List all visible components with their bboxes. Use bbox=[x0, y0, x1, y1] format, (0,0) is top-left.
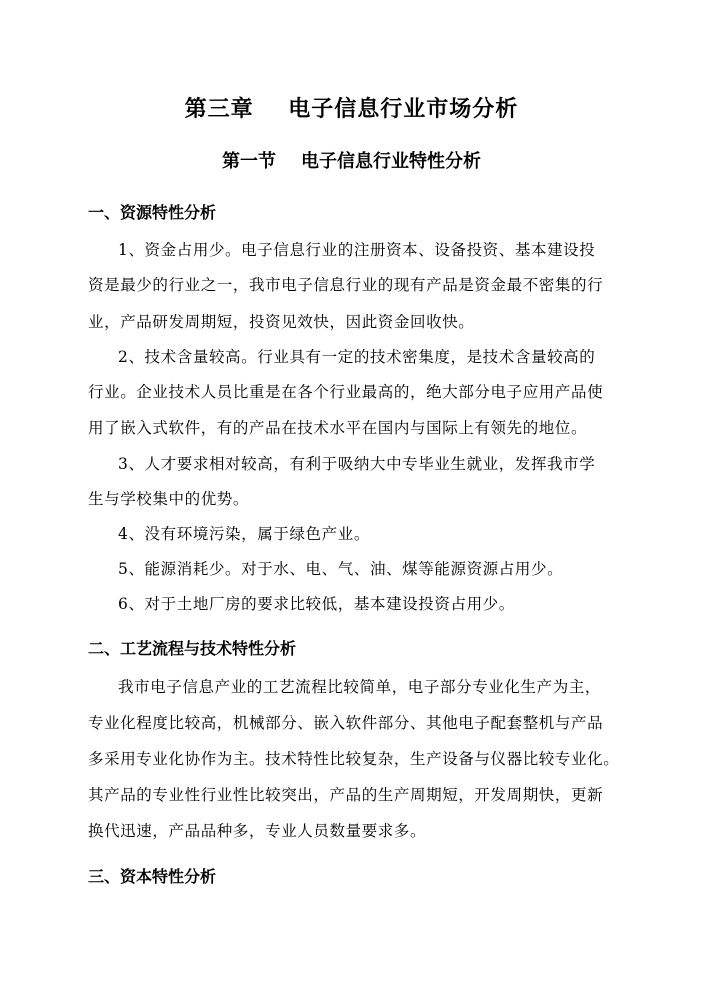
section-heading-capital: 三、资本特性分析 bbox=[88, 867, 217, 886]
paragraph-line: 专业化程度比较高，机械部分、嵌入软件部分、其他电子配套整机与产品 bbox=[88, 714, 604, 732]
paragraph-line: 1、资金占用少。电子信息行业的注册资本、设备投资、基本建设投 bbox=[118, 241, 596, 259]
section-heading-process: 二、工艺流程与技术特性分析 bbox=[88, 639, 297, 658]
paragraph-line: 3、人才要求相对较高，有利于吸纳大中专毕业生就业，发挥我市学 bbox=[118, 455, 596, 473]
section-title: 第一节 电子信息行业特性分析 bbox=[221, 151, 482, 172]
paragraph-line: 行业。企业技术人员比重是在各个行业最高的，绝大部分电子应用产品使 bbox=[88, 383, 604, 401]
paragraph-line: 生与学校集中的优势。 bbox=[88, 490, 250, 508]
paragraph-line: 我市电子信息产业的工艺流程比较简单，电子部分专业化生产为主， bbox=[118, 678, 602, 696]
paragraph-line: 6、对于土地厂房的要求比较低，基本建设投资占用少。 bbox=[118, 595, 515, 613]
paragraph-line: 用了嵌入式软件，有的产品在技术水平在国内与国际上有领先的地位。 bbox=[88, 419, 588, 437]
paragraph-line: 5、能源消耗少。对于水、电、气、油、煤等能源资源占用少。 bbox=[118, 560, 564, 578]
paragraph-line: 多采用专业化协作为主。技术特性比较复杂，生产设备与仪器比较专业化。 bbox=[88, 750, 620, 768]
paragraph-line: 换代迅速，产品品种多，专业人员数量要求多。 bbox=[88, 822, 427, 840]
chapter-title: 第三章 电子信息行业市场分析 bbox=[184, 96, 519, 122]
paragraph-line: 4、没有环境污染，属于绿色产业。 bbox=[118, 525, 370, 543]
paragraph-line: 2、技术含量较高。行业具有一定的技术密集度，是技术含量较高的 bbox=[118, 348, 596, 366]
paragraph-line: 其产品的专业性行业性比较突出，产品的生产周期短，开发周期快，更新 bbox=[88, 786, 604, 804]
paragraph-line: 资是最少的行业之一，我市电子信息行业的现有产品是资金最不密集的行 bbox=[88, 276, 604, 294]
section-heading-resource: 一、资源特性分析 bbox=[88, 203, 217, 222]
paragraph-line: 业，产品研发周期短，投资见效快，因此资金回收快。 bbox=[88, 313, 475, 331]
